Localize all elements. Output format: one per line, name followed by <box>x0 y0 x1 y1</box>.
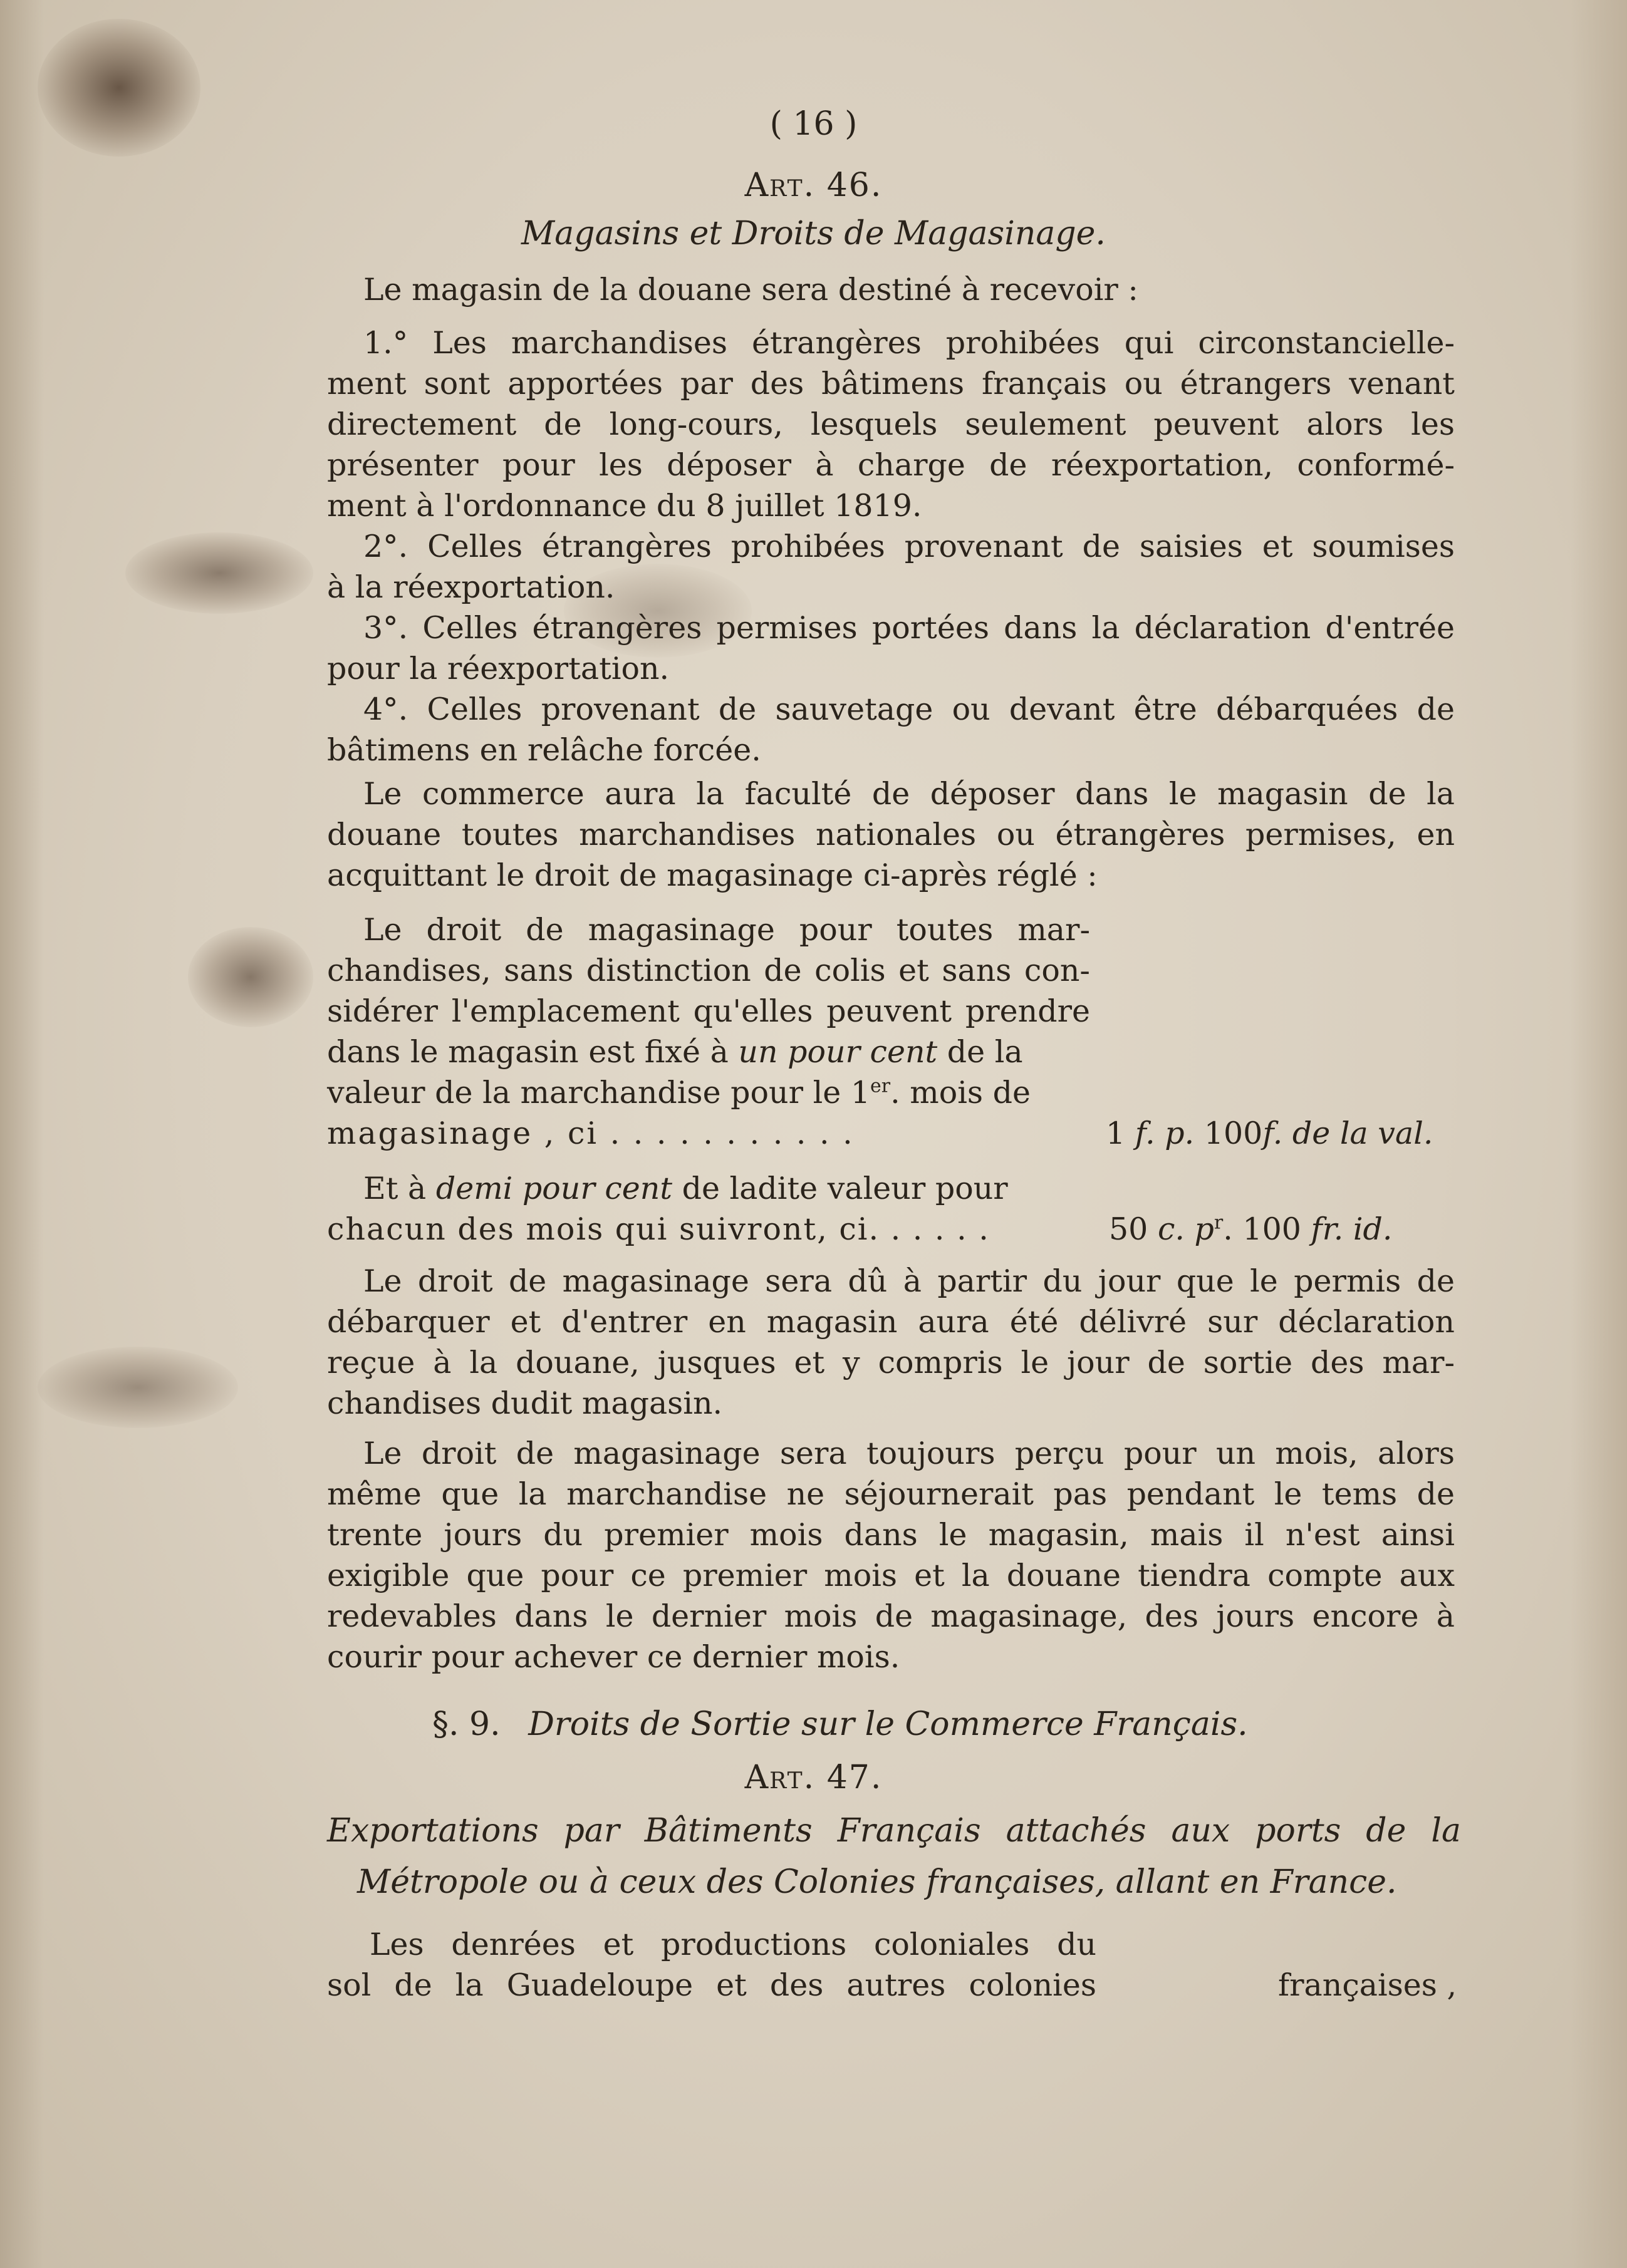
commerce-line-3: acquittant le droit de magasinage ci-après réglé : <box>327 857 1098 893</box>
due-line-2: débarquer et d'entrer en magasin aura été délivré sur déclaration <box>327 1304 1455 1340</box>
article-47-body-line-2-right: françaises , <box>1278 1967 1457 2003</box>
tariff-1-line-5: valeur de la marchandise pour le 1er. mois de <box>327 1075 1031 1111</box>
item-3-line-2: pour la réexportation. <box>327 651 670 686</box>
item-4-line-1: 4°. Celles provenant de sauvetage ou devant être débarquées de <box>363 691 1455 727</box>
charged-line-5: redevables dans le dernier mois de magasinage, des jours encore à <box>327 1598 1455 1634</box>
charged-line-3: trente jours du premier mois dans le magasin, mais il n'est ainsi <box>327 1517 1455 1553</box>
item-2-line-1: 2°. Celles étrangères prohibées provenant de saisies et soumises <box>363 529 1455 564</box>
tariff-1-line-4-text: dans le magasin est fixé à un pour cent de la <box>327 1034 1023 1070</box>
article-47-body-line-2: sol de la Guadeloupe et des autres colonies <box>327 1967 1096 2003</box>
item-1-line-2: ment sont apportées par des bâtimens français ou étrangers venant <box>327 366 1455 401</box>
charged-line-4: exigible que pour ce premier mois et la douane tiendra compte aux <box>327 1558 1455 1593</box>
tariff-1-line-4 <box>327 1033 1090 1071</box>
tariff-1-line-6: magasinage , ci . . . . . . . . . . . <box>327 1116 855 1151</box>
article-47-body-line-1: Les denrées et productions coloniales du <box>370 1927 1096 1962</box>
tariff-1-line-3: sidérer l'emplacement qu'elles peuvent prendre <box>327 993 1090 1029</box>
charged-line-1: Le droit de magasinage sera toujours perçu pour un mois, alors <box>363 1436 1455 1471</box>
item-1-line-1: 1.° Les marchandises étrangères prohibées qui circonstancielle- <box>363 325 1455 361</box>
item-1-line-3: directement de long-cours, lesquels seulement peuvent alors les <box>327 406 1455 442</box>
section-9-heading <box>432 1706 1248 1743</box>
article-47-heading-line-2: Métropole ou à ceux des Colonies françaises, allant en France. <box>357 1863 1397 1901</box>
ink-stain-left-3 <box>38 1347 238 1428</box>
tariff-1-rate: 1 f. p. 100f. de la val. <box>1106 1116 1433 1151</box>
page-edge-shadow-right <box>1571 0 1627 2268</box>
article-46-heading: Magasins et Droits de Magasinage. <box>521 215 1106 252</box>
article-46-label: Art. 46. <box>744 167 883 204</box>
charged-line-6: courir pour achever ce dernier mois. <box>327 1639 900 1675</box>
due-line-1: Le droit de magasinage sera dû à partir du jour que le permis de <box>363 1263 1455 1299</box>
item-4-line-2: bâtimens en relâche forcée. <box>327 732 761 768</box>
section-9-title: Droits de Sortie sur le Commerce Français. <box>528 1706 1248 1743</box>
page-edge-shadow-left <box>0 0 44 2268</box>
page-number: ( 16 ) <box>769 105 858 143</box>
commerce-line-2: douane toutes marchandises nationales ou étrangères permises, en <box>327 817 1455 852</box>
due-line-4: chandises dudit magasin. <box>327 1385 723 1421</box>
tariff-2-line-2: chacun des mois qui suivront, ci. . . . . . <box>327 1211 990 1247</box>
commerce-line-1: Le commerce aura la faculté de déposer dans le magasin de la <box>363 776 1455 812</box>
charged-line-2: même que la marchandise ne séjournerait pas pendant le tems de <box>327 1476 1455 1512</box>
article-47-heading-line-1: Exportations par Bâtiments Français attachés aux ports de la <box>327 1812 1461 1850</box>
section-9-number: §. 9. <box>432 1706 501 1743</box>
ink-stain-left-2 <box>188 927 313 1027</box>
item-1-line-5: ment à l'ordonnance du 8 juillet 1819. <box>327 488 922 524</box>
due-line-3: reçue à la douane, jusques et y compris le jour de sortie des mar- <box>327 1345 1455 1380</box>
item-1-line-4: présenter pour les déposer à charge de réexportation, conformé- <box>327 447 1455 483</box>
tariff-1-line-2: chandises, sans distinction de colis et sans con- <box>327 953 1090 988</box>
ink-stain-left-1 <box>125 532 313 614</box>
tariff-1-line-1: Le droit de magasinage pour toutes mar- <box>363 912 1090 948</box>
item-2-line-2: à la réexportation. <box>327 569 615 605</box>
item-3-line-1: 3°. Celles étrangères permises portées dans la déclaration d'entrée <box>363 610 1455 646</box>
paragraph-intro: Le magasin de la douane sera destiné à recevoir : <box>363 272 1138 308</box>
tariff-2-line-1: Et à demi pour cent de ladite valeur pour <box>363 1171 1008 1206</box>
tariff-2-rate: 50 c. $p^r$. 100 fr. id. <box>1109 1211 1393 1247</box>
article-47-label: Art. 47. <box>744 1759 883 1796</box>
